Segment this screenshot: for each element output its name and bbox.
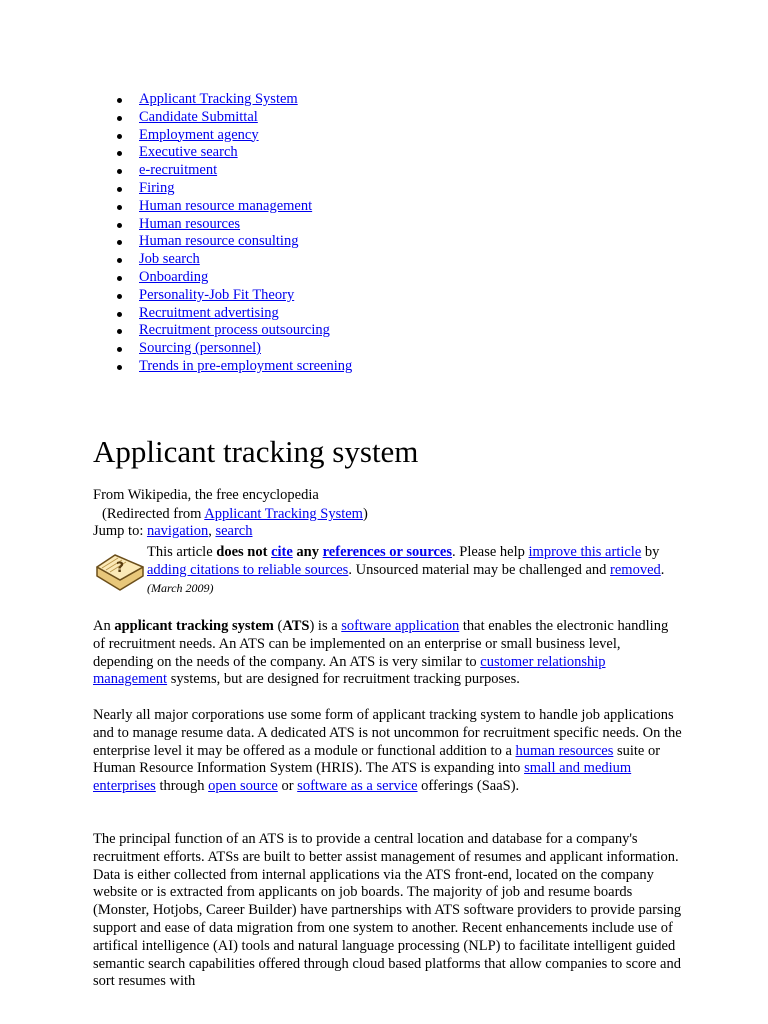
notice-text: . Please help	[452, 544, 529, 560]
see-also-link[interactable]: Employment agency	[139, 126, 259, 143]
see-also-list	[0, 91, 352, 376]
list-item	[0, 180, 352, 198]
see-also-link[interactable]: Trends in pre-employment screening	[139, 357, 353, 374]
text: Nearly all major corporations use some form of applicant tracking system to handle job applications and to manage resume data. A dedicated ATS is not uncommon for recruitment specific needs. On the enterprise level it may be offered as a module or functional addition to a	[93, 707, 682, 759]
notice-bold: any	[292, 544, 323, 560]
crm-link[interactable]: customer relationship management	[93, 653, 606, 688]
redirect-prefix: (Redirected from	[102, 506, 205, 522]
paragraph-corporations	[93, 707, 683, 796]
notice-text: . Unsourced material may be challenged and	[348, 562, 611, 578]
see-also-link[interactable]: Sourcing (personnel)	[139, 340, 262, 357]
see-also-link[interactable]: Recruitment process outsourcing	[139, 322, 330, 339]
list-item	[0, 91, 352, 109]
see-also-link[interactable]: Recruitment advertising	[139, 304, 279, 321]
list-item	[0, 305, 352, 323]
text: offerings (SaaS).	[417, 778, 520, 795]
see-also-link[interactable]: Candidate Submittal	[139, 108, 258, 125]
list-item	[0, 358, 352, 376]
list-item	[0, 109, 352, 127]
sme-link[interactable]: small and medium enterprises	[93, 760, 632, 795]
improve-link[interactable]: improve this article	[528, 544, 642, 560]
jump-search-link[interactable]: search	[215, 523, 253, 539]
list-item	[0, 340, 352, 358]
citation-notice	[147, 543, 687, 597]
bold-term: applicant tracking system	[114, 618, 274, 634]
see-also-link[interactable]: Human resources	[139, 215, 241, 232]
bold-term: ATS	[282, 618, 310, 634]
redirect-note	[102, 505, 368, 523]
open-source-link[interactable]: open source	[208, 778, 278, 795]
notice-text: by	[641, 544, 660, 560]
software-application-link[interactable]: software application	[341, 618, 460, 634]
redirect-suffix: )	[362, 506, 368, 522]
paragraph-intro	[93, 618, 683, 689]
see-also-link[interactable]: Onboarding	[139, 268, 209, 285]
list-item	[0, 322, 352, 340]
text: ) is a	[309, 618, 342, 634]
list-item	[0, 216, 352, 234]
jump-to	[93, 522, 252, 540]
list-item	[0, 198, 352, 216]
text: systems, but are designed for recruitment tracking purposes.	[167, 671, 520, 688]
removed-link[interactable]: removed	[610, 562, 661, 578]
see-also-link[interactable]: e-recruitment	[139, 162, 218, 179]
redirect-link[interactable]: Applicant Tracking System	[204, 506, 363, 522]
notice-text: This article	[147, 544, 217, 560]
list-item	[0, 144, 352, 162]
svg-text:?: ?	[115, 560, 125, 576]
list-item	[0, 251, 352, 269]
jump-separator: ,	[208, 523, 216, 539]
text: or	[277, 778, 298, 795]
cite-link[interactable]: cite	[271, 544, 293, 560]
list-item	[0, 162, 352, 180]
list-item	[0, 269, 352, 287]
notice-text: .	[660, 562, 665, 578]
text: An	[93, 618, 115, 634]
notice-date: (March 2009)	[147, 581, 214, 595]
see-also-link[interactable]: Firing	[139, 179, 175, 196]
adding-citations-link[interactable]: adding citations to reliable sources	[147, 562, 349, 578]
see-also-link[interactable]: Human resource consulting	[139, 233, 299, 250]
list-item	[0, 287, 352, 305]
jump-navigation-link[interactable]: navigation	[146, 523, 209, 539]
book-question-icon	[94, 550, 146, 594]
see-also-link[interactable]: Executive search	[139, 144, 238, 161]
text: (	[273, 618, 283, 634]
see-also-link[interactable]: Applicant Tracking System	[139, 91, 298, 107]
text: that enables the electronic handling of recruitment needs. An ATS can be implemented on an enterprise or small business level, depending on the needs of the company. An ATS is very similar to	[93, 618, 669, 670]
references-link[interactable]: references or sources	[322, 544, 453, 560]
list-item	[0, 127, 352, 145]
list-item	[0, 233, 352, 251]
page-title: Applicant tracking system	[93, 434, 419, 469]
human-resources-link[interactable]: human resources	[515, 742, 614, 759]
text: through	[155, 778, 209, 795]
notice-bold: does not	[216, 544, 272, 560]
see-also-link[interactable]: Human resource management	[139, 197, 313, 214]
jump-prefix: Jump to:	[93, 523, 147, 539]
see-also-link[interactable]: Job search	[139, 251, 200, 268]
site-subtitle: From Wikipedia, the free encyclopedia	[93, 487, 319, 503]
text: suite or Human Resource Information System (HRIS). The ATS is expanding into	[93, 742, 661, 777]
saas-link[interactable]: software as a service	[297, 778, 418, 795]
paragraph-function: The principal function of an ATS is to provide a central location and database for a company's recruitment efforts. ATSs are built to better assist management of resumes and applicant information. Data is either collected from internal applications via the ATS front-end, located on the company website or is extracted from applicants on job boards. The majority of job and resume boards (Monster, Hotjobs, Career Builder) have partnerships with ATS software providers to provide parsing support and ease of data migration from one system to another. Recent enhancements include use of artifical intelligence (AI) tools and natural language processing (NLP) to facilitate intelligent guided semantic search capabilities offered through cloud based platforms that allow companies to score and sort resumes with	[93, 831, 682, 990]
see-also-link[interactable]: Personality-Job Fit Theory	[139, 286, 295, 303]
